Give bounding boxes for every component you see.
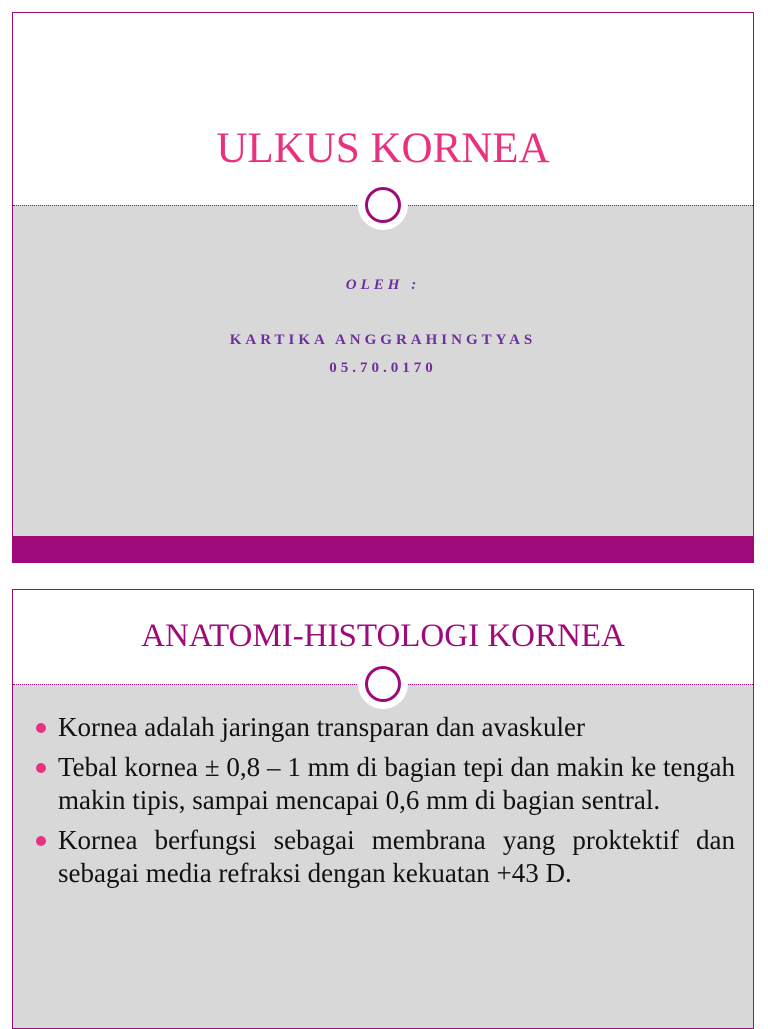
subtitle-oleh: OLEH : <box>345 277 421 293</box>
ring-icon <box>365 666 401 702</box>
slide-1-title: ULKUS KORNEA <box>216 125 550 172</box>
bullet-dot-icon <box>36 836 46 846</box>
slide-2-title: ANATOMI-HISTOLOGI KORNEA <box>141 618 625 654</box>
circle-ornament-icon <box>358 180 408 230</box>
bottom-accent-band <box>13 536 753 562</box>
bullet-item <box>33 824 735 890</box>
bullet-dot-icon <box>36 723 46 733</box>
bullet-text: Kornea adalah jaringan transparan dan avaskuler <box>58 712 586 742</box>
bullet-item <box>33 751 735 817</box>
ring-icon <box>365 187 401 223</box>
bullet-text: Tebal kornea ± 0,8 – 1 mm di bagian tepi dan makin ke tengah makin tipis, sampai mencapai 0,6 mm di bagian sentral. <box>58 752 735 815</box>
slide-2 <box>12 589 754 1029</box>
bullet-list <box>33 711 735 897</box>
bullet-dot-icon <box>36 763 46 773</box>
author-name: KARTIKA ANGGRAHINGTYAS <box>229 332 537 348</box>
slide-1 <box>12 12 754 563</box>
bullet-item <box>33 711 735 744</box>
bullet-text: Kornea berfungsi sebagai membrana yang proktektif dan sebagai media refraksi dengan kekuatan +43 D. <box>58 825 735 888</box>
circle-ornament-icon <box>358 659 408 709</box>
slide-1-title-area <box>13 13 753 205</box>
author-id-number: 05.70.0170 <box>329 360 437 376</box>
